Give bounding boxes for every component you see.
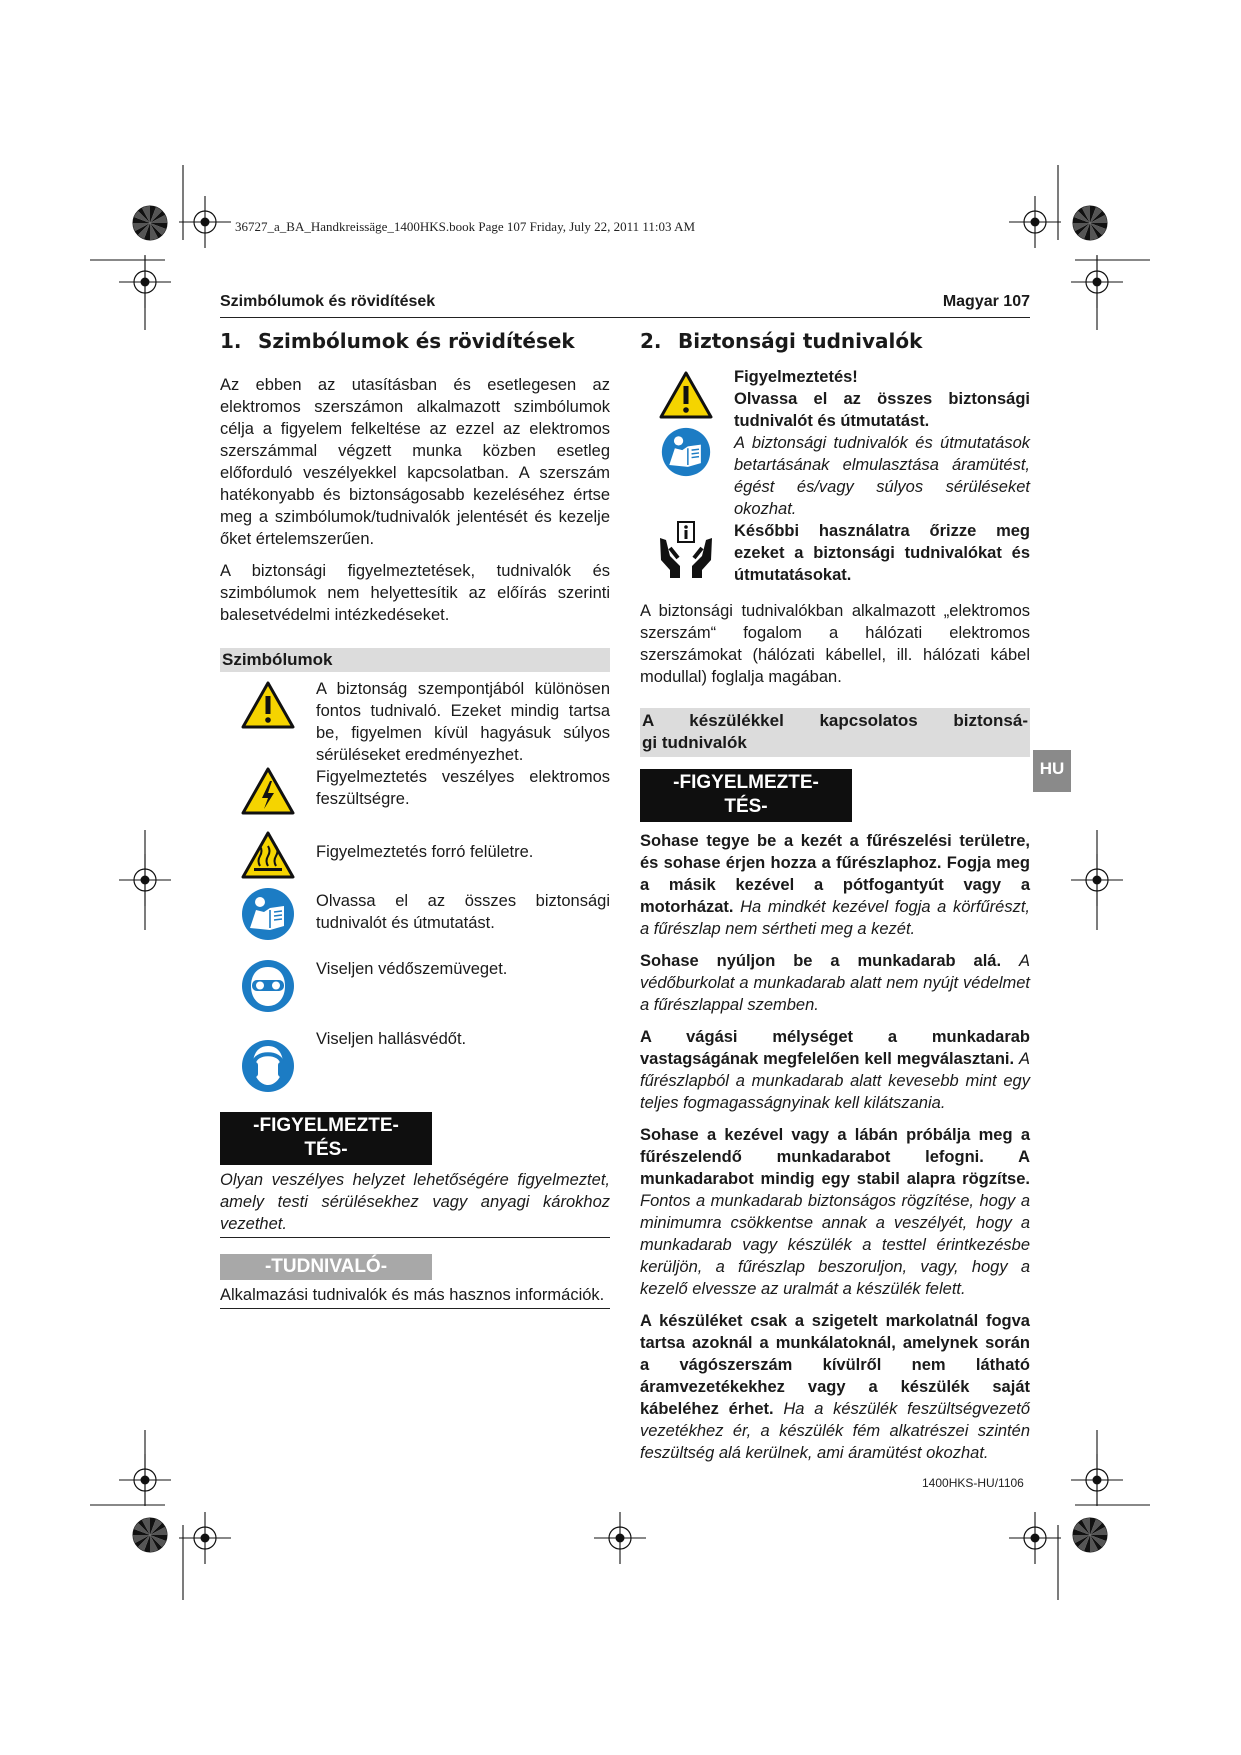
safety-item: Sohase nyúljon be a munkadarab alá. A védőburkolat a munkadarab alatt nem nyújt védelmet a fűrészlappal szemben.: [640, 952, 1031, 1014]
symbol-text: Viseljen védőszemüveget.: [316, 960, 508, 978]
safety-item: Sohase tegye be a kezét a fűrészelési területre, és sohase érjen hozza a fűrészlaphoz. Fogja meg a másik kezével a pótfogantyút vagy a motorházat. Ha mindkét kezével fogja a körfűrészt, a fűrészlap nem sértheti meg a kezét.: [640, 832, 1030, 938]
symbol-text: Figyelmeztetés veszélyes elektromos feszültségre.: [316, 768, 610, 808]
warning-triangle-icon: [658, 370, 714, 420]
read-manual-icon: [660, 426, 712, 478]
divider: [220, 1308, 610, 1309]
note-label-box: -TUDNIVALÓ-: [220, 1254, 432, 1280]
section-2-heading: 2. Biztonsági tudnivalók: [640, 329, 923, 353]
safety-item: A vágási mélységet a munkadarab vastagságának megfelelően kell megválasztani. A fűrészlapból a munkadarab alatt kevesebb mint egy teljes fogmagasságnyinak kell kilátszania.: [640, 1028, 1030, 1112]
header-page-number: Magyar 107: [942, 293, 1030, 310]
keep-instructions-block: [640, 520, 1030, 592]
symbol-text: Olvassa el az összes biztonsági tudnivalót és útmutatást.: [316, 892, 610, 932]
disclaimer-paragraph: A biztonsági figyelmeztetések, tudnivalók és szimbólumok nem helyettesítik az előírás szerinti balesetvédelmi intézkedéseket.: [220, 562, 610, 624]
running-header: [220, 291, 1030, 318]
safety-goggles-icon: [240, 958, 296, 1014]
right-column: [640, 328, 1030, 1474]
symbol-row: [220, 678, 610, 766]
electric-hazard-icon: [240, 766, 296, 816]
hot-surface-icon: [240, 830, 296, 880]
symbol-text: Figyelmeztetés forró felületre.: [316, 843, 534, 861]
symbol-row: [220, 832, 610, 890]
warning-text: Figyelmeztetés! Olvassa el az összes biztonsági tudnivalót és útmutatást. A biztonsági tudnivalók és útmutatások betartásának elmulasztása áramütést, égést és/vagy súlyos sérüléseket okozhat.: [734, 368, 1030, 518]
header-section-title: Szimbólumok és rövidítések: [220, 293, 436, 310]
symbol-row: [220, 958, 610, 1028]
warning-label-box: -FIGYELMEZTE- TÉS-: [640, 769, 852, 822]
warning-label-box: -FIGYELMEZTE- TÉS-: [220, 1112, 432, 1165]
keep-instructions-icon: [656, 520, 716, 580]
symbol-row: [220, 766, 610, 832]
left-column: [220, 328, 610, 1309]
document-code: 1400HKS-HU/1106: [922, 1476, 1024, 1490]
warning-triangle-icon: [240, 680, 296, 730]
power-tool-definition: A biztonsági tudnivalókban alkalmazott „elektromos szerszám“ fogalom a hálózati elektromos szerszámokat (hálózati kábellel, ill. hálózati kábel modullal) foglalja magában.: [640, 602, 1030, 686]
safety-item: A készüléket csak a szigetelt markolatnál fogva tartsa azoknál a munkálatoknál, amelynek során a vágószerszám kívülről nem látható áramvezetékekhez vagy a készülék saját kábeléhez érhet. Ha a készülék feszültségvezető vezetékhez ér, a készülék fém alkatrészei szintén feszültség alá kerülnek, ami áramütést okozhat.: [640, 1312, 1030, 1462]
keep-instructions-text: Későbbi használatra őrizze meg ezeket a biztonsági tudnivalókat és útmutatásokat.: [734, 522, 1030, 584]
device-safety-subheading: A készülékkel kapcsolatos biztonsá- gi tudnivalók: [640, 708, 1030, 757]
print-slug: 36727_a_BA_Handkreissäge_1400HKS.book Page 107 Friday, July 22, 2011 11:03 AM: [235, 219, 696, 234]
divider: [220, 1237, 610, 1238]
intro-paragraph: Az ebben az utasításban és esetlegesen az elektromos szerszámon alkalmazott szimbólumok célja a figyelem felkeltése az ezzel az elektromos szerszámmal végzett munka közben esetleg előforduló veszélyekkel kapcsolatban. A szerszám hatékonyabb és biztonságosabb kezeléséhez értse meg a szimbólumok/tudnivalók jelentését és kezelje őket értelemszerűen.: [220, 376, 610, 548]
note-explanation: Alkalmazási tudnivalók és más hasznos információk.: [220, 1286, 605, 1304]
read-manual-icon: [240, 886, 296, 942]
section-1-heading: 1. Szimbólumok és rövidítések: [220, 329, 575, 353]
symbol-row: [220, 890, 610, 958]
warning-explanation: Olyan veszélyes helyzet lehetőségére figyelmeztet, amely testi sérülésekhez vagy anyagi károkhoz vezethet.: [220, 1171, 610, 1233]
symbol-text: A biztonság szempontjából különösen fontos tudnivaló. Ezeket mindig tartsa be, figyelmen kívül hagyásuk súlyos sérüléseket eredményezhet.: [316, 680, 610, 764]
general-warning-block: [640, 366, 1030, 520]
symbol-text: Viseljen hallásvédőt.: [316, 1030, 467, 1048]
symbol-row: [220, 1028, 610, 1112]
language-tab: HU: [1033, 750, 1071, 792]
symbols-subheading: Szimbólumok: [220, 648, 610, 672]
ear-protection-icon: [240, 1038, 296, 1094]
safety-item: Sohase a kezével vagy a lábán próbálja meg a fűrészelendő munkadarabot lefogni. A munkadarabot mindig egy stabil alapra rögzítse. Fontos a munkadarab biztonságos rögzítése, hogy a minimumra csökkentse annak a veszélyét, hogy a munkadarab vagy készülék a testtel érintkezésbe kerüljön, a fűrészlap beszoruljon, vagy, hogy a kezelő elvessze az uralmát a készülék felett.: [640, 1126, 1030, 1298]
